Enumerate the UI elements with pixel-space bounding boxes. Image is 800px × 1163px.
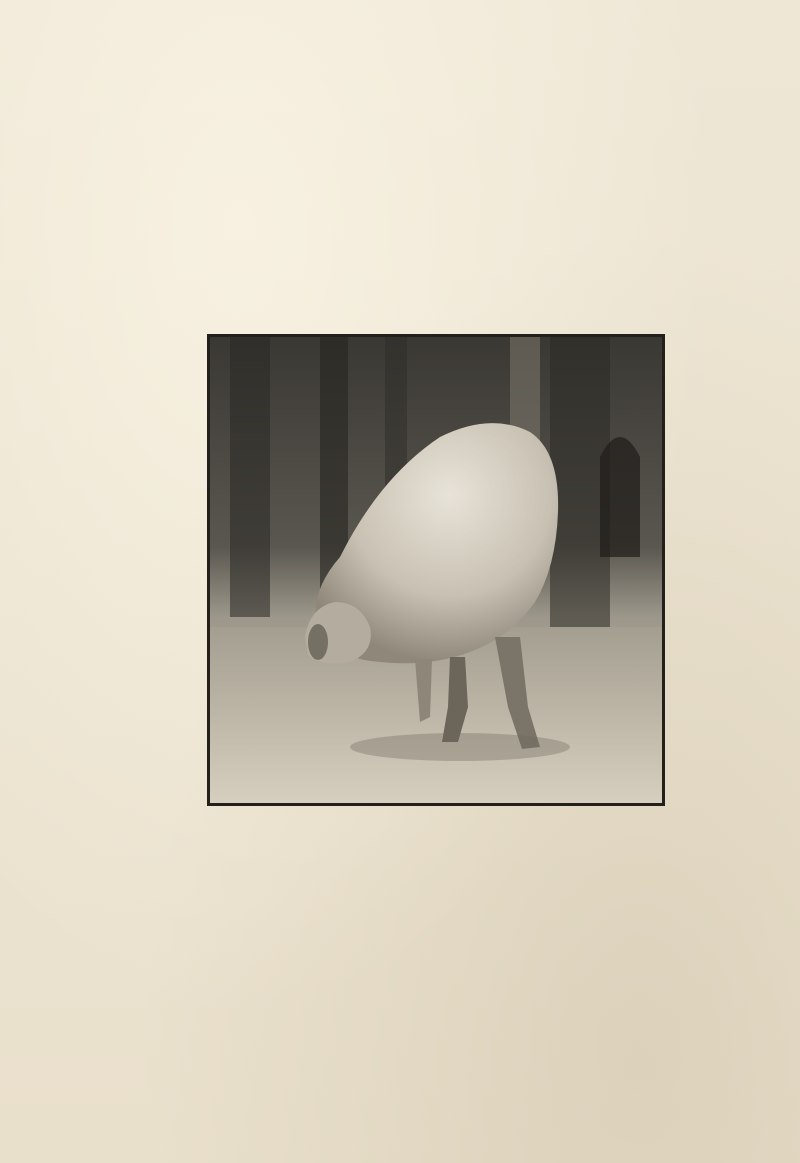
pig-illustration xyxy=(210,337,662,803)
figure-13-photo xyxy=(207,334,665,806)
